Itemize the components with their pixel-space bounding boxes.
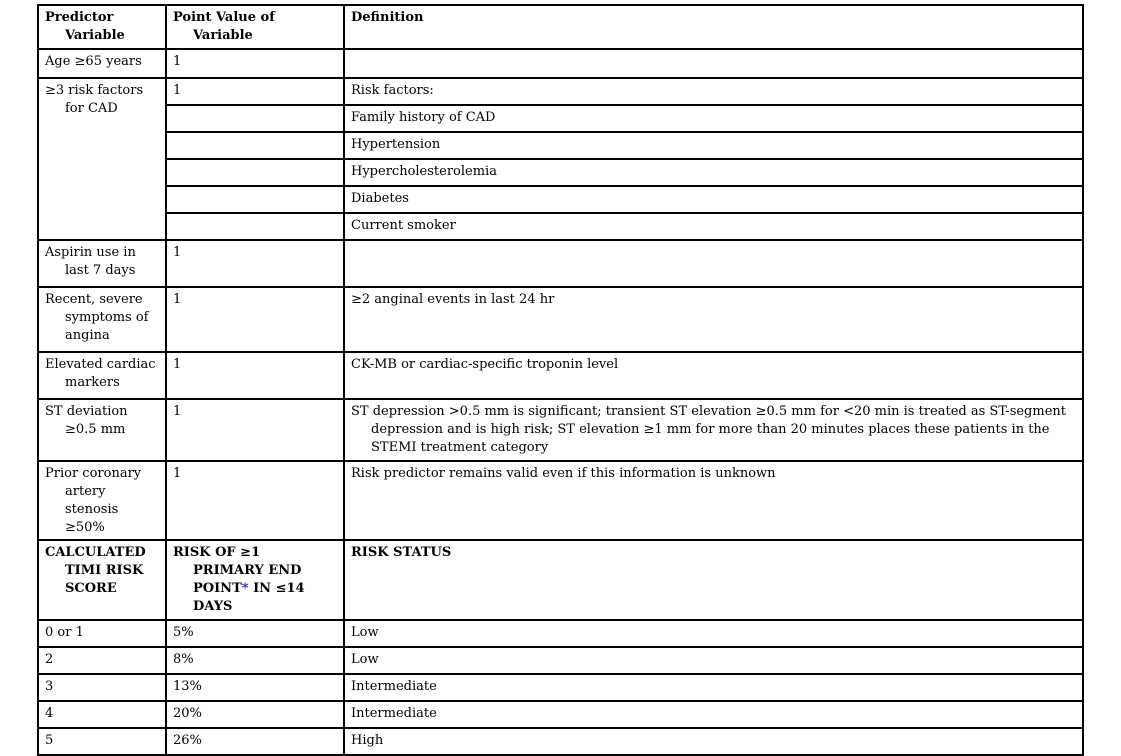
points-cell-empty [166, 213, 344, 240]
definition-text: CK-MB or cardiac-specific troponin level [351, 356, 619, 372]
table-row-cardiac-markers [38, 352, 1083, 399]
risk-label-prefix: RISK OF ≥1 PRIMARY END POINT [173, 545, 302, 597]
predictor-label: Prior coronary artery stenosis ≥50% [45, 465, 142, 535]
risk-value: 26% [173, 733, 202, 749]
predictor-cell [38, 78, 166, 240]
definition-cell [344, 159, 1083, 186]
definition-text: Hypercholesterolemia [351, 163, 497, 179]
definition-cell [344, 186, 1083, 213]
points-cell-empty [166, 186, 344, 213]
score-value: 4 [45, 706, 54, 722]
table-row-age [38, 49, 1083, 78]
risk-value: 13% [173, 679, 202, 695]
col-header-predictor-variable [38, 5, 166, 49]
points-cell-empty [166, 132, 344, 159]
definition-text: Risk factors: [351, 82, 434, 98]
status-value: Low [351, 625, 379, 641]
points-cell-empty [166, 159, 344, 186]
score-header-calculated-timi [38, 540, 166, 620]
points-value: 1 [173, 403, 182, 419]
risk-cell [166, 647, 344, 674]
score-value: 3 [45, 679, 54, 695]
score-header-risk-label [173, 544, 335, 616]
predictor-label: ≥3 risk factors for CAD [45, 82, 144, 116]
table-subrow-current-smoker [38, 213, 1083, 240]
predictor-label: Elevated cardiac markers [45, 356, 156, 390]
status-cell [344, 701, 1083, 728]
predictor-label: Age ≥65 years [45, 53, 142, 69]
score-row-3 [38, 674, 1083, 701]
predictor-label: Aspirin use in last 7 days [45, 244, 136, 278]
score-value: 2 [45, 652, 54, 668]
table-row-angina [38, 287, 1083, 352]
score-row-4 [38, 701, 1083, 728]
col-header-label: Predictor Variable [45, 10, 125, 43]
predictor-label: Recent, severe symptoms of angina [45, 291, 149, 343]
status-cell [344, 674, 1083, 701]
score-header-label: RISK STATUS [351, 545, 452, 561]
status-value: Intermediate [351, 706, 437, 722]
score-value: 5 [45, 733, 54, 749]
col-header-definition [344, 5, 1083, 49]
predictor-cell [38, 240, 166, 287]
definition-cell-empty [344, 240, 1083, 287]
points-cell [166, 352, 344, 399]
status-cell [344, 620, 1083, 647]
col-header-point-value [166, 5, 344, 49]
predictor-cell [38, 49, 166, 78]
footnote-asterisk: * [241, 581, 249, 597]
score-cell [38, 701, 166, 728]
score-cell [38, 647, 166, 674]
score-row-5 [38, 728, 1083, 755]
status-value: High [351, 733, 384, 749]
table-subrow-hypercholesterolemia [38, 159, 1083, 186]
table-subrow-hypertension [38, 132, 1083, 159]
status-cell [344, 647, 1083, 674]
definition-cell [344, 461, 1083, 541]
risk-cell [166, 620, 344, 647]
table-row-st-deviation [38, 399, 1083, 461]
points-cell-empty [166, 105, 344, 132]
points-value: 1 [173, 244, 182, 260]
definition-text: Risk predictor remains valid even if this information is unknown [351, 465, 776, 481]
score-header-risk-status [344, 540, 1083, 620]
score-row-2 [38, 647, 1083, 674]
table-row-risk-factors [38, 78, 1083, 105]
table-row-aspirin [38, 240, 1083, 287]
score-header-risk-endpoint [166, 540, 344, 620]
points-cell [166, 287, 344, 352]
table-subrow-diabetes [38, 186, 1083, 213]
table-subrow-family-history [38, 105, 1083, 132]
predictor-cell [38, 461, 166, 541]
risk-cell [166, 701, 344, 728]
definition-cell [344, 213, 1083, 240]
definition-text: ST depression >0.5 mm is significant; transient ST elevation ≥0.5 mm for <20 min is treated as ST-segment depression and is high risk; ST elevation ≥1 mm for more than 20 minutes places these patients in the STEMI treatment category [351, 403, 1066, 455]
table-header-row [38, 5, 1083, 49]
risk-value: 8% [173, 652, 194, 668]
points-cell [166, 240, 344, 287]
col-header-label: Point Value of Variable [173, 10, 275, 43]
points-cell [166, 399, 344, 461]
status-value: Intermediate [351, 679, 437, 695]
status-cell [344, 728, 1083, 755]
risk-label-suffix: IN ≤14 DAYS [193, 581, 305, 615]
points-value: 1 [173, 356, 182, 372]
points-cell [166, 78, 344, 105]
points-value: 1 [173, 82, 182, 98]
definition-text: ≥2 anginal events in last 24 hr [351, 291, 555, 307]
definition-cell [344, 78, 1083, 105]
timi-risk-score-table [37, 4, 1084, 756]
definition-text: Family history of CAD [351, 109, 496, 125]
definition-cell-empty [344, 49, 1083, 78]
predictor-cell [38, 399, 166, 461]
predictor-cell [38, 352, 166, 399]
score-cell [38, 728, 166, 755]
risk-cell [166, 728, 344, 755]
points-cell [166, 49, 344, 78]
points-value: 1 [173, 53, 182, 69]
definition-cell [344, 287, 1083, 352]
predictor-cell [38, 287, 166, 352]
definition-text: Hypertension [351, 136, 441, 152]
points-value: 1 [173, 465, 182, 481]
definition-text: Current smoker [351, 217, 456, 233]
risk-value: 5% [173, 625, 194, 641]
risk-value: 20% [173, 706, 202, 722]
points-value: 1 [173, 291, 182, 307]
score-cell [38, 674, 166, 701]
predictor-label: ST deviation ≥0.5 mm [45, 403, 128, 437]
points-cell [166, 461, 344, 541]
score-header-row [38, 540, 1083, 620]
col-header-label: Definition [351, 10, 424, 25]
risk-cell [166, 674, 344, 701]
score-value: 0 or 1 [45, 625, 84, 641]
definition-cell [344, 105, 1083, 132]
score-row-0-1 [38, 620, 1083, 647]
status-value: Low [351, 652, 379, 668]
definition-cell [344, 352, 1083, 399]
score-cell [38, 620, 166, 647]
definition-cell [344, 132, 1083, 159]
definition-text: Diabetes [351, 190, 409, 206]
table-row-prior-stenosis [38, 461, 1083, 541]
score-header-label: CALCULATED TIMI RISK SCORE [45, 545, 146, 597]
definition-cell [344, 399, 1083, 461]
